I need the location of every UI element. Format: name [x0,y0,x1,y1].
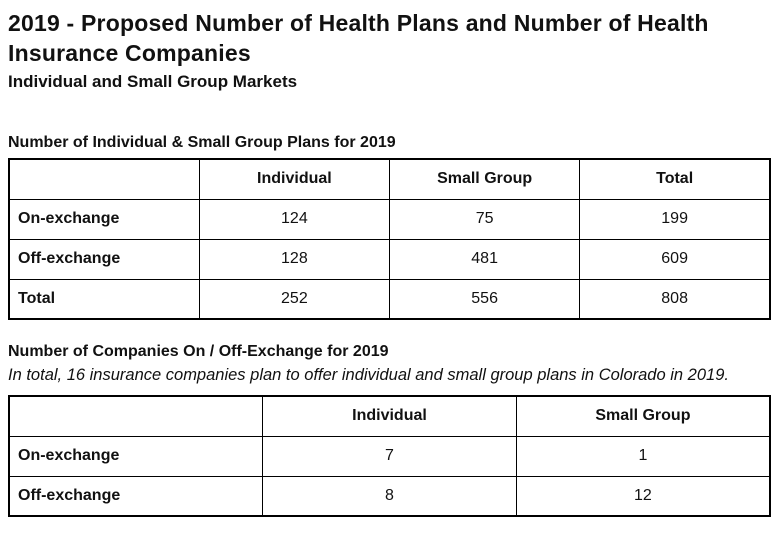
page-subtitle: Individual and Small Group Markets [8,72,298,91]
table-row [9,279,770,319]
plans-on-exchange-small-group: 75 [390,199,580,239]
plans-on-exchange-total: 199 [580,199,770,239]
page-title: 2019 - Proposed Number of Health Plans and Number of Health Insurance Companies [8,10,709,66]
companies-col-small-group: Small Group [516,396,770,436]
companies-row-off-exchange-label: Off-exchange [9,476,263,516]
table-header-row [9,159,770,199]
plans-total-total: 808 [580,279,770,319]
plans-off-exchange-total: 609 [580,239,770,279]
plans-total-individual: 252 [199,279,389,319]
plans-col-empty [9,159,199,199]
plans-off-exchange-small-group: 481 [390,239,580,279]
companies-off-exchange-individual: 8 [263,476,517,516]
plans-row-off-exchange-label: Off-exchange [9,239,199,279]
companies-table [8,395,771,517]
companies-col-individual: Individual [263,396,517,436]
plans-section-heading: Number of Individual & Small Group Plans for 2019 [8,134,396,151]
plans-col-total: Total [580,159,770,199]
table-row [9,436,770,476]
plans-off-exchange-individual: 128 [199,239,389,279]
table-header-row [9,396,770,436]
plans-on-exchange-individual: 124 [199,199,389,239]
plans-col-individual: Individual [199,159,389,199]
table-row [9,476,770,516]
companies-on-exchange-small-group: 1 [516,436,770,476]
companies-col-empty [9,396,263,436]
plans-col-small-group: Small Group [390,159,580,199]
companies-section-note: In total, 16 insurance companies plan to offer individual and small group plans in Colorado in 2019. [8,366,729,384]
plans-table-header [9,159,770,199]
companies-table-header [9,396,770,436]
plans-table [8,158,771,320]
plans-row-on-exchange-label: On-exchange [9,199,199,239]
plans-total-small-group: 556 [390,279,580,319]
plans-row-total-label: Total [9,279,199,319]
table-row [9,199,770,239]
companies-off-exchange-small-group: 12 [516,476,770,516]
companies-row-on-exchange-label: On-exchange [9,436,263,476]
companies-section-heading: Number of Companies On / Off-Exchange for 2019 [8,343,389,360]
companies-on-exchange-individual: 7 [263,436,517,476]
table-row [9,239,770,279]
